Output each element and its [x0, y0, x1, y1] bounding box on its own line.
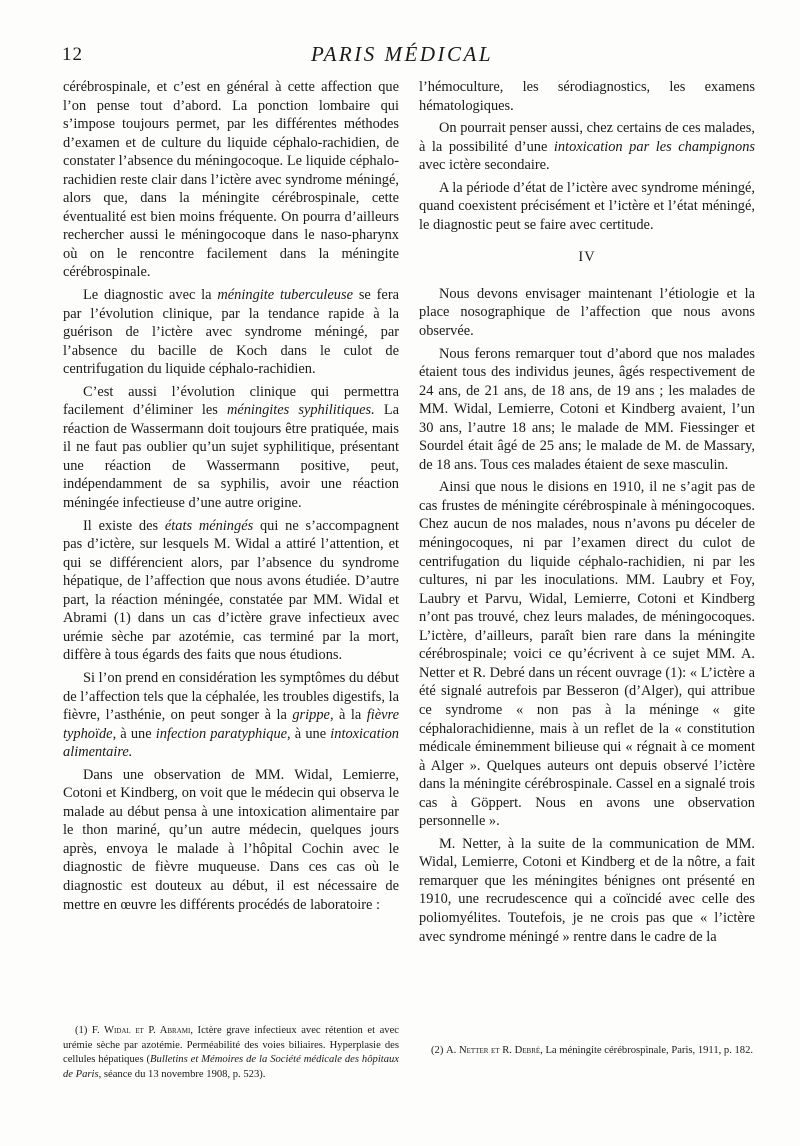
footnote-right: [419, 1044, 755, 1059]
footnote-left: [63, 1024, 399, 1082]
paragraph: Nous devons envisager maintenant l’étiologie et la place nosographique de l’affection que nous avons observée.: [419, 285, 755, 340]
paragraph: Il existe des états méningés qui ne s’accompagnent pas d’ictère, sur lesquels M. Widal a attiré l’attention, et qui se différencient alors, par l’absence du syndrome hépatique, de l’affection que nous avons étudiée. D’autre part, la réaction méningée, constatée par MM. Widal et Abrami (1) dans un cas d’ictère grave infectieux avec urémie sèche par azotémie, cas terminé par la mort, diffère à tous égards des faits que nous étudions.: [63, 517, 399, 664]
footnote-text: (2) A. Netter et R. Debré, La méningite cérébrospinale, Paris, 1911, p. 182.: [431, 1045, 754, 1056]
paragraph: cérébrospinale, et c’est en général à cette affection que l’on pense tout d’abord. La ponction lombaire qui s’impose toujours permet, par les différentes méthodes d’examen et de culture du liquide céphalo-rachidien, de constater l’absence du méningocoque. Le liquide céphalo-rachidien reste clair dans l’ictère avec syndrome méningé, alors que, dans la méningite cérébrospinale, cette éventualité est bien moins fréquente. On pourra d’ailleurs rechercher aussi le méningocoque dans le naso-pharynx où on le rencontre facilement dans la méningite cérébrospinale.: [63, 79, 399, 281]
paragraph: On pourrait penser aussi, chez certains de ces malades, à la possibilité d’une intoxication par les champignons avec ictère secondaire.: [419, 120, 755, 174]
paragraph: Si l’on prend en considération les symptômes du début de l’affection tels que la céphalée, les troubles digestifs, la fièvre, l’asthénie, on peut songer à la grippe, à la fièvre typhoïde, à une infection paratyphique, à une intoxication alimentaire.: [63, 669, 399, 761]
right-column: [419, 78, 755, 946]
left-column: [63, 78, 399, 914]
page-number: 12: [62, 44, 83, 65]
footnote-text: (1) F. Widal et P. Abrami, Ictère grave infectieux avec rétention et avec urémie sèche par azotémie. Perméabilité des voies biliaires. Hyperplasie des cellules hépatiques (Bulletins et Mémoires de la Société médicale des hôpitaux de Paris, séance du 13 novembre 1908, p. 523).: [63, 1025, 399, 1080]
paragraph: Ainsi que nous le disions en 1910, il ne s’agit pas de cas frustes de méningite cérébrospinale à méningocoques. Chez aucun de nos malades, nous n’avons pu déceler de méningocoques, ni par l’examen direct du culot de centrifugation du liquide céphalo-rachidien, ni par les cultures, ni par les inoculations. MM. Laubry et Foy, Laubry et Parvu, Widal, Lemierre, Cotoni et Kindberg n’ont pas trouvé, chez leurs malades, de méningocoques. L’ictère, d’ailleurs, paraît bien rare dans la méningite cérébrospinale; voici ce qu’écrivent à ce sujet MM. A. Netter et R. Debré dans un récent ouvrage (1): « L’ictère a été signalé autrefois par Besseron (d’Alger), qui attribue ce syndrome « non pas à la méninge « gite céphalorachidienne, mais à un reflet de la « constitution médicale éminemment bilieuse qui « régnait à ce moment à Alger ». Quelques auteurs ont depuis observé l’ictère dans la méningite cérébrospinale. Cassel en a signalé trois cas à Göppert. Nous en avons une observation personnelle ».: [419, 479, 755, 830]
paragraph: M. Netter, à la suite de la communication de MM. Widal, Lemierre, Cotoni et Kindberg et de la nôtre, a fait remarquer que les méningites bénignes ont présenté en 1910, une recrudescence qui a coïncidé avec celle des poliomyélites. Toutefois, je ne crois pas que « l’ictère avec syndrome méningé » rentre dans le cadre de la: [419, 835, 755, 945]
paragraph: Nous ferons remarquer tout d’abord que nos malades étaient tous des individus jeunes, âgés respectivement de 24 ans, de 21 ans, de 18 ans, de 19 ans ; les malades de MM. Widal, Lemierre, Cotoni et Kindberg avaient, l’un 30 ans, l’autre 18 ans; le malade de MM. Fiessinger et Sourdel était âgé de 25 ans; le malade de M. de Massary, de 18 ans. Tous ces malades étaient de sexe masculin.: [419, 345, 755, 473]
paragraph: l’hémoculture, les sérodiagnostics, les examens hématologiques.: [419, 79, 755, 114]
paragraph: A la période d’état de l’ictère avec syndrome méningé, quand coexistent précisément et l’ictère et l’état méningé, le diagnostic peut se faire avec certitude.: [419, 179, 755, 233]
section-number: IV: [578, 249, 596, 266]
journal-title: PARIS MÉDICAL: [310, 42, 493, 66]
paragraph: Dans une observation de MM. Widal, Lemierre, Cotoni et Kindberg, on voit que le médecin qui observa le malade au début pensa à une intoxication alimentaire par le thon mariné, qu’un autre médecin, quelques jours après, envoya le malade à l’hôpital Cochin avec le diagnostic de fièvre muqueuse. Dans ces cas où le diagnostic est douteux au début, il est nécessaire de mettre en œuvre les différents procédés de laboratoire :: [63, 766, 399, 913]
page-header: [62, 44, 742, 74]
paragraph: C’est aussi l’évolution clinique qui permettra facilement d’éliminer les méningites syphilitiques. La réaction de Wassermann doit toujours être pratiquée, mais il ne faut pas oublier qu’un sujet syphilitique, présentant une réaction de Wassermann positive, peut, indépendamment de sa syphilis, avoir une réaction méningée infectieuse d’une autre origine.: [63, 383, 400, 512]
paragraph: Le diagnostic avec la méningite tuberculeuse se fera par l’évolution clinique, par la tendance rapide à la guérison de l’ictère avec syndrome méningé, par l’absence du bacille de Koch dans le culot de centrifugation du liquide céphalo-rachidien.: [63, 287, 399, 378]
